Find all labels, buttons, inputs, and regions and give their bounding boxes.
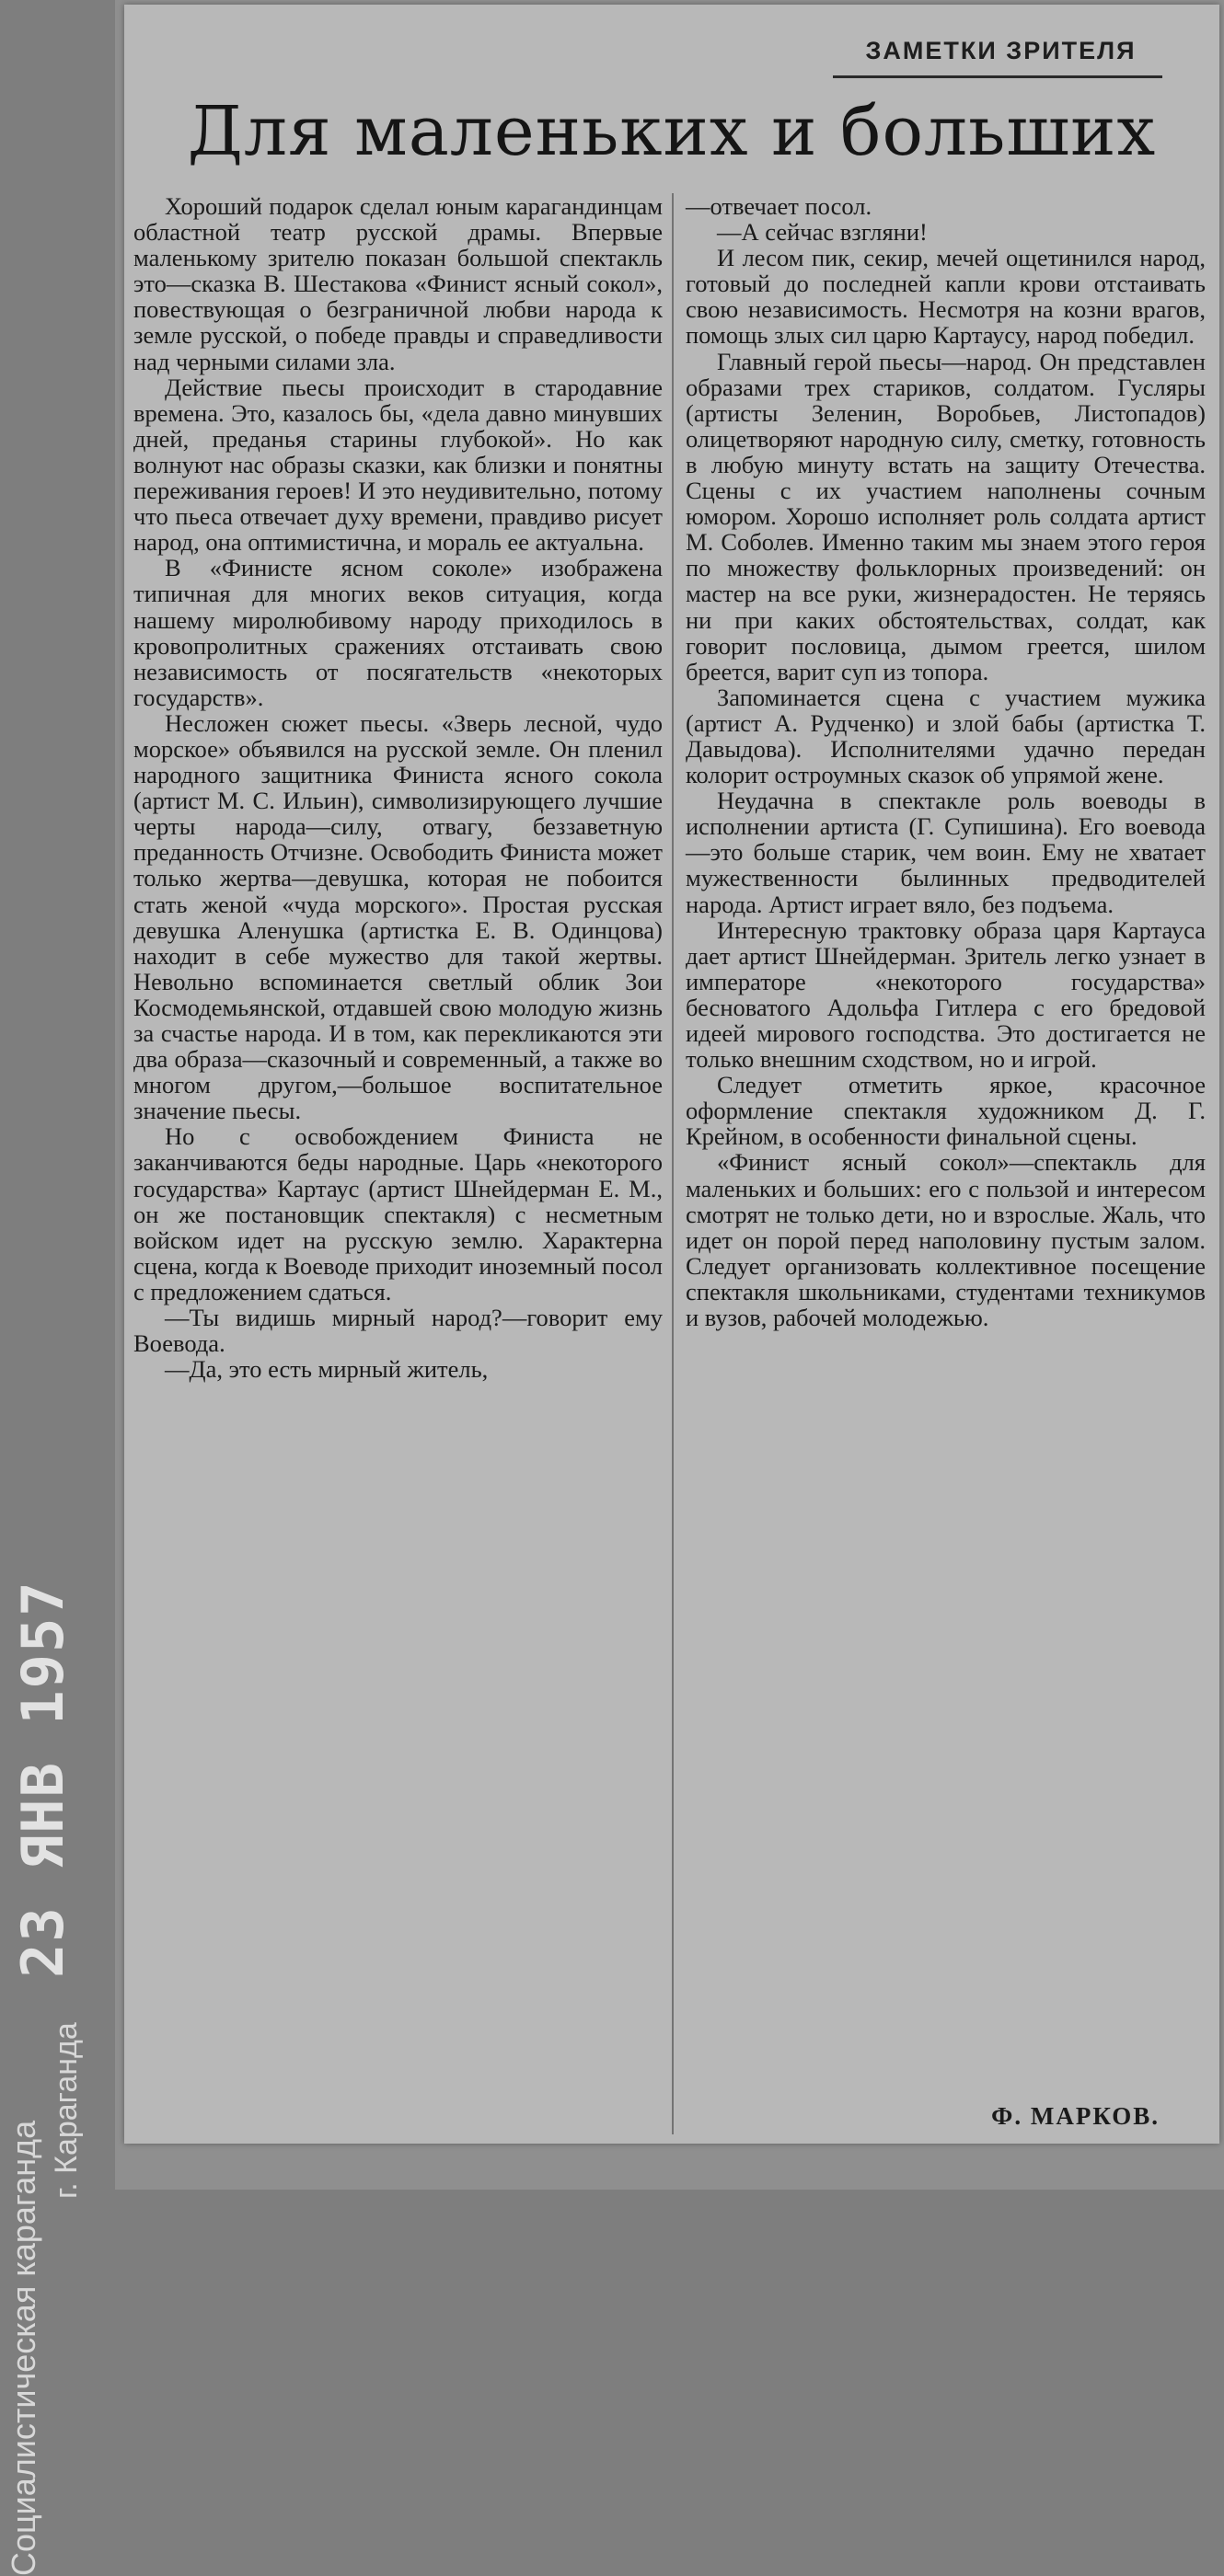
author-signature: Ф. МАРКОВ. — [991, 2102, 1160, 2130]
paragraph: Хороший подарок сделал юным карагандинцам областной театр русской драмы. Впервые маленькому зрителю показан большой спектакль это—сказка В. Шестакова «Финист ясный сокол», повествующая о безграничной любви народа к земле русской, о победе правды и справедливости над черными силами зла. — [133, 192, 663, 375]
paragraph: —Ты видишь мирный народ?—говорит ему Воевода. — [133, 1304, 663, 1358]
source-annotation — [5, 1472, 85, 2576]
paragraph: Следует отметить яркое, красочное оформление спектакля художником Д. Г. Крейном, в особенности финальной сцены. — [686, 1071, 1206, 1151]
paragraph: Запоминается сцена с участием мужика (артист А. Рудченко) и злой бабы (артистка Т. Давыдова). Исполнителями удачно передан колорит остроумных сказок об упрямой жене. — [686, 683, 1206, 789]
paragraph: —отвечает посол. — [686, 192, 872, 220]
article-column-right — [686, 193, 1206, 1330]
paragraph: Несложен сюжет пьесы. «Зверь лесной, чудо морское» объявился на русской земле. Он пленил народного защитника Финиста ясного сокола (артист М. С. Ильин), символизирующего лучшие черты народа—силу, отвагу, беззаветную преданность Отчизне. Освободить Финиста может только жертва—девушка, которая не побоится стать женой «чуда морского». Простая русская девушка Аленушка (артистка Е. В. Одинцова) находит в себе мужество для такой жертвы. Невольно вспоминается светлый облик Зои Космодемьянской, отдавшей свою молодую жизнь за счастье народа. И в том, как перекликаются эти два образа—сказочный и современный, а также во многом другом,—большое воспитательное значение пьесы. — [133, 708, 663, 1125]
paragraph: «Финист ясный сокол»—спектакль для маленьких и больших: его с пользой и интересом смотрят не только дети, но и взрослые. Жаль, что идет он порой перед наполовину пустым залом. Следует организовать коллективное посещение спектакля школьниками, студентами техникумов и вузов, рабочей молодежью. — [686, 1148, 1206, 1332]
source-newspaper: Социалистическая караганда — [5, 2120, 42, 2576]
paragraph: И лесом пик, секир, мечей ощетинился народ, готовый до последней капли крови отстаивать свою независимость. Несмотря на козни врагов, помощь злых сил царю Картаусу, народ победил. — [686, 244, 1206, 350]
paragraph: Главный герой пьесы—народ. Он представлен образами трех стариков, солдатом. Гусляры (артисты Зеленин, Воробьев, Листопадов) олицетворяют народную силу, сметку, готовность в любую минуту встать на защиту Отечества. Сцены с их участием наполнены сочным юмором. Хорошо исполняет роль солдата артист М. Соболев. Именно таким мы знаем этого героя по множеству фольклорных произведений: он мастер на все руки, жизнерадостен. Не теряясь ни при каких обстоятельствах, солдат, как говорит пословица, дымом греется, шилом бреется, варит суп из топора. — [686, 347, 1206, 685]
date-stamp: 23 ЯНВ 1957 — [9, 1580, 76, 1978]
paragraph: —А сейчас взгляни! — [717, 218, 928, 247]
paragraph: —Да, это есть мирный житель, — [165, 1355, 489, 1384]
article-headline: Для маленьких и больших — [187, 92, 1157, 171]
paragraph: Но с освобождением Финиста не заканчиваются беды народные. Царь «некоторого государства» Картаус (артист Шнейдерман Е. М., он же постановщик спектакля) с несметным войском идет на русскую землю. Характерна сцена, когда к Воеводе приходит иноземный посол с предложением сдаться. — [133, 1122, 663, 1305]
article-column-left — [133, 193, 663, 1382]
column-divider — [672, 193, 674, 2134]
source-city: г. Караганда — [49, 2022, 84, 2199]
paragraph: В «Финисте ясном соколе» изображена типичная для многих веков ситуация, когда нашему миролюбивому народу приходилось в кровопролитных сражениях отстаивать свою независимость от посягательств «некоторых государств». — [133, 554, 663, 711]
paragraph: Интересную трактовку образа царя Картауса дает артист Шнейдерман. Зритель легко узнает в императоре «некоторого государства» бесноватого Адольфа Гитлера с его бредовой идеей мирового господства. Это достигается не только внешним сходством, но и игрой. — [686, 915, 1206, 1074]
paragraph: Действие пьесы происходит в стародавние времена. Это, казалось бы, «дела давно минувших дней, преданья старины глубокой». Но как волнуют нас образы сказки, как близки и понятны переживания героев! И это неудивительно, потому что пьеса отвечает духу времени, правдиво рисует народ, она оптимистична, и мораль ее актуальна. — [133, 373, 663, 557]
rubric-underline — [833, 75, 1162, 78]
rubric-label: ЗАМЕТКИ ЗРИТЕЛЯ — [865, 37, 1137, 64]
paragraph: Неудачна в спектакле роль воеводы в исполнении артиста (Г. Супишина). Его воевода—это больше старик, чем воин. Ему не хватает мужественности былинных предводителей народа. Артист играет вяло, без подъема. — [686, 787, 1206, 918]
